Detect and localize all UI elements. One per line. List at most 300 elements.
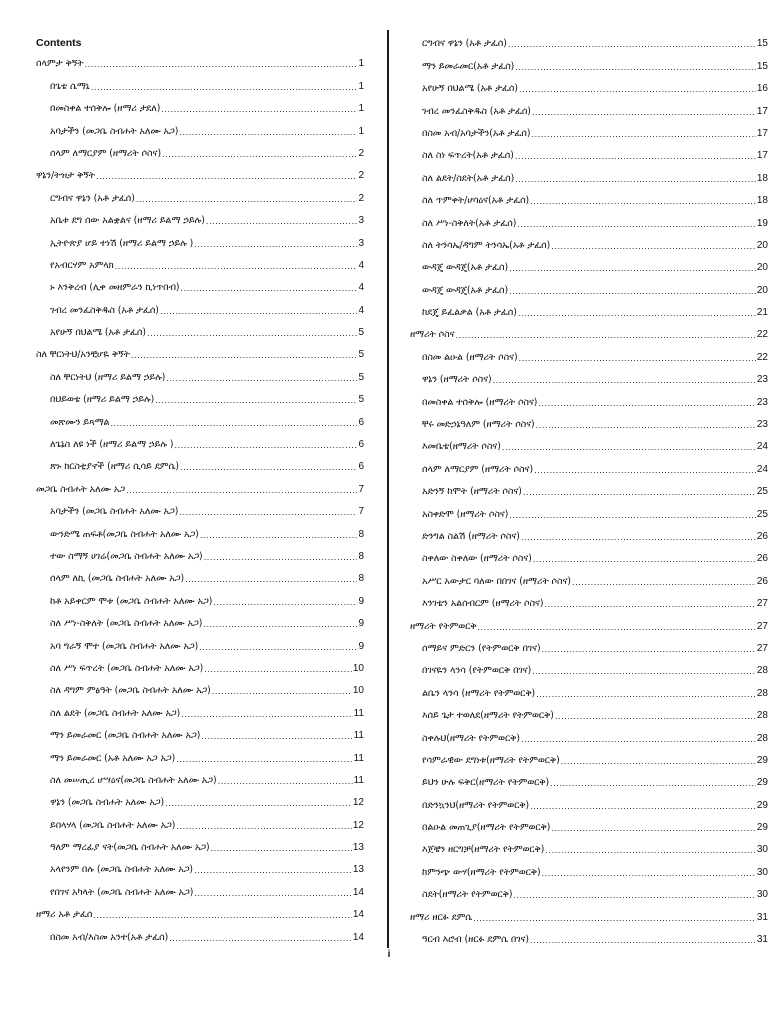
toc-entry[interactable] bbox=[410, 75, 768, 97]
toc-entry-title: እሰይ ጌታ ተወለደ(ዘማሪት የትምወርቅ) bbox=[422, 710, 554, 722]
toc-entry[interactable] bbox=[36, 117, 364, 139]
toc-entry-page: 11 bbox=[353, 752, 364, 764]
toc-entry-page: 26 bbox=[756, 553, 768, 565]
toc-entry[interactable] bbox=[36, 274, 364, 296]
toc-entry-title: ስለ ሥነ ፍጥረት (መጋቤ ስብሐት አለሙ አጋ) bbox=[50, 662, 204, 674]
toc-entry-title: የአብርሃም አምላክ bbox=[50, 259, 114, 271]
dot-leader bbox=[538, 397, 755, 409]
toc-entry-page: 24 bbox=[756, 441, 768, 453]
toc-entry[interactable] bbox=[410, 679, 768, 701]
dot-leader bbox=[126, 484, 357, 496]
dot-leader bbox=[536, 688, 756, 700]
toc-entry-page: 31 bbox=[756, 934, 768, 946]
toc-entry-page: 27 bbox=[756, 620, 768, 632]
dot-leader bbox=[517, 218, 756, 230]
dot-leader bbox=[518, 307, 756, 319]
dot-leader bbox=[131, 349, 357, 361]
dot-leader bbox=[493, 374, 756, 386]
toc-entry[interactable] bbox=[410, 52, 768, 74]
toc-entry-title: አባ ግራኝ ሞተ (መጋቤ ስብሐት አለሙ አጋ) bbox=[50, 640, 199, 652]
dot-leader bbox=[181, 282, 358, 294]
toc-entry-page: 17 bbox=[756, 150, 768, 162]
toc-entry-page: 26 bbox=[756, 530, 768, 542]
toc-entry-title: ዓርብ እሮብ (ዘርፉ ደምሴ በገና) bbox=[422, 934, 530, 946]
toc-entry[interactable] bbox=[410, 120, 768, 142]
dot-leader bbox=[179, 126, 357, 138]
toc-entry[interactable] bbox=[410, 590, 768, 612]
toc-entry-title: ውንድሜ ጠፍቶ(መጋቤ ስብሐት አለሙ አጋ) bbox=[50, 528, 199, 540]
toc-entry-title: ገብረ መንፈስቅዱስ (አቶ ታፈሰ) bbox=[422, 105, 531, 117]
dot-leader bbox=[550, 777, 756, 789]
toc-entry-page: 29 bbox=[756, 754, 768, 766]
toc-entry-page: 17 bbox=[756, 127, 768, 139]
column-divider bbox=[387, 30, 389, 948]
toc-entry-title: አስቀድሞ (ዘማሪት ሶስና) bbox=[422, 508, 509, 520]
toc-entry-page: 4 bbox=[358, 304, 364, 316]
toc-entry-title: ስደት(ዘማሪት የትምወርቅ) bbox=[422, 889, 513, 901]
toc-entry[interactable] bbox=[36, 856, 364, 878]
toc-entry-page: 30 bbox=[756, 866, 768, 878]
dot-leader bbox=[218, 775, 353, 787]
toc-heading: Contents bbox=[36, 37, 82, 49]
toc-entry[interactable] bbox=[36, 431, 364, 453]
toc-entry[interactable] bbox=[36, 923, 364, 945]
toc-entry-page: 13 bbox=[352, 864, 364, 876]
toc-section-entry[interactable] bbox=[410, 612, 768, 634]
toc-entry[interactable] bbox=[410, 836, 768, 858]
toc-entry[interactable] bbox=[36, 252, 364, 274]
toc-entry-title: ዘማሪ ዘርፉ ደምሴ bbox=[410, 911, 473, 923]
toc-entry-page: 4 bbox=[358, 259, 364, 271]
toc-entry-page: 19 bbox=[756, 217, 768, 229]
toc-entry-title: ለጌኔስ ለዩ ነች (ዘማሪ ይልማ ኃይሉ ) bbox=[50, 439, 174, 451]
dot-leader bbox=[180, 461, 357, 473]
toc-entry[interactable] bbox=[36, 453, 364, 475]
dot-leader bbox=[555, 710, 756, 722]
dot-leader bbox=[521, 733, 756, 745]
dot-leader bbox=[515, 150, 756, 162]
toc-entry[interactable] bbox=[36, 767, 364, 789]
dot-leader bbox=[201, 730, 352, 742]
dot-leader bbox=[544, 598, 755, 610]
toc-entry[interactable] bbox=[410, 187, 768, 209]
toc-entry[interactable] bbox=[410, 388, 768, 410]
toc-entry-page: 6 bbox=[358, 439, 364, 451]
toc-entry-page: 7 bbox=[358, 483, 364, 495]
dot-leader bbox=[532, 665, 756, 677]
toc-entry-page: 12 bbox=[352, 819, 364, 831]
toc-entry-page: 13 bbox=[352, 842, 364, 854]
toc-entry-page: 6 bbox=[358, 461, 364, 473]
dot-leader bbox=[176, 753, 352, 765]
dot-leader bbox=[456, 329, 756, 341]
dot-leader bbox=[473, 912, 756, 924]
toc-list-right bbox=[410, 30, 768, 948]
toc-entry[interactable] bbox=[36, 72, 364, 94]
dot-leader bbox=[519, 352, 756, 364]
toc-entry-page: 9 bbox=[358, 640, 364, 652]
toc-entry-title: አባታችን (መጋቤ ስብሐት አለሙ አጋ) bbox=[50, 506, 179, 518]
toc-entry[interactable] bbox=[410, 724, 768, 746]
toc-list-left bbox=[36, 50, 364, 946]
toc-entry-page: 8 bbox=[358, 528, 364, 540]
toc-entry-title: ርግብና ዋኔን (አቶ ታፈሰ) bbox=[50, 192, 135, 204]
toc-section-entry[interactable] bbox=[410, 903, 768, 925]
toc-entry-page: 8 bbox=[358, 573, 364, 585]
toc-entry-page: 21 bbox=[756, 307, 768, 319]
toc-entry-title: በልዑል መጠጊያ(ዘማሪት የትምወርቅ) bbox=[422, 822, 551, 834]
toc-entry-title: ዘማሪት የትምወርቅ bbox=[410, 620, 477, 632]
toc-entry-title: ስቀለው ስቀለው (ዘማሪት ሶስና) bbox=[422, 553, 532, 565]
dot-leader bbox=[204, 663, 352, 675]
toc-section-entry[interactable] bbox=[36, 475, 364, 497]
toc-entry-title: ማን ይመራመር(አቶ ታፈሰ) bbox=[422, 60, 515, 72]
toc-entry[interactable] bbox=[36, 655, 364, 677]
dot-leader bbox=[199, 641, 357, 653]
toc-entry[interactable] bbox=[36, 878, 364, 900]
dot-leader bbox=[561, 755, 756, 767]
toc-entry-title: ኑ እንቅረብ (ሊቀ መዘምራን ኪነጥበብ) bbox=[50, 282, 180, 294]
toc-entry-page: 31 bbox=[756, 911, 768, 923]
dot-leader bbox=[203, 618, 357, 630]
dot-leader bbox=[115, 260, 358, 272]
toc-entry[interactable] bbox=[36, 207, 364, 229]
toc-entry[interactable] bbox=[410, 142, 768, 164]
toc-entry-page: 11 bbox=[353, 707, 364, 719]
toc-entry[interactable] bbox=[410, 433, 768, 455]
toc-entry-title: ስቀሉህ(ዘማሪት የትምወርቅ) bbox=[422, 732, 520, 744]
toc-entry-page: 14 bbox=[352, 909, 364, 921]
toc-entry[interactable] bbox=[410, 747, 768, 769]
toc-entry-page: 8 bbox=[358, 550, 364, 562]
toc-entry-page: 23 bbox=[756, 396, 768, 408]
toc-entry-title: በመስቀል ተሰቅሎ (ዘማሪት ሶስና) bbox=[422, 396, 538, 408]
toc-entry-page: 30 bbox=[756, 844, 768, 856]
toc-entry-page: 22 bbox=[756, 329, 768, 341]
toc-section-entry[interactable] bbox=[36, 50, 364, 72]
toc-entry-page: 14 bbox=[352, 886, 364, 898]
toc-entry-page: 10 bbox=[352, 685, 364, 697]
toc-entry-title: ማን ይመራመር (አቶ አለሙ አጋ አጋ) bbox=[50, 752, 176, 764]
dot-leader bbox=[165, 797, 352, 809]
dot-leader bbox=[502, 441, 756, 453]
toc-entry-title: በድንኳንህ(ዘማሪት የትምወርቅ) bbox=[422, 799, 530, 811]
toc-entry-page: 3 bbox=[358, 237, 364, 249]
toc-entry-title: ተው ስማኝ ሀገሬ(መጋቤ ስብሐት አለሙ አጋ) bbox=[50, 550, 203, 562]
toc-entry-page: 25 bbox=[756, 508, 768, 520]
toc-entry[interactable] bbox=[410, 478, 768, 500]
toc-entry-page: 29 bbox=[756, 799, 768, 811]
toc-entry-title: በጌቴ ሴማኒ bbox=[50, 80, 90, 92]
toc-entry-title: በህይወቴ (ዘማሪ ይልማ ኃይሉ) bbox=[50, 394, 155, 406]
toc-entry-title: ስለ ቸርነትህ/አንቺሆዬ ቅኝት bbox=[36, 349, 130, 361]
dot-leader bbox=[85, 58, 358, 70]
toc-entry[interactable] bbox=[36, 699, 364, 721]
toc-entry-title: ስለ ዳግም ምፅዓት (መጋቤ ስብሐት አለሙ አጋ) bbox=[50, 685, 211, 697]
toc-column-left bbox=[36, 30, 364, 946]
toc-entry-page: 9 bbox=[358, 595, 364, 607]
dot-leader bbox=[185, 573, 357, 585]
toc-entry-page: 2 bbox=[358, 192, 364, 204]
toc-entry-page: 17 bbox=[756, 105, 768, 117]
toc-entry[interactable] bbox=[36, 587, 364, 609]
dot-leader bbox=[509, 285, 756, 297]
toc-entry-page: 3 bbox=[358, 215, 364, 227]
toc-entry[interactable] bbox=[410, 164, 768, 186]
toc-entry-title: እንገቴን አልሰብርም (ዘማሪት ሶስና) bbox=[422, 598, 544, 610]
dot-leader bbox=[162, 148, 357, 160]
toc-entry[interactable] bbox=[410, 411, 768, 433]
dot-leader bbox=[542, 867, 756, 879]
toc-entry[interactable] bbox=[36, 498, 364, 520]
toc-entry-page: 28 bbox=[756, 710, 768, 722]
toc-entry[interactable] bbox=[36, 296, 364, 318]
toc-entry[interactable] bbox=[36, 95, 364, 117]
toc-entry[interactable] bbox=[36, 319, 364, 341]
dot-leader bbox=[514, 889, 756, 901]
toc-entry[interactable] bbox=[36, 811, 364, 833]
dot-leader bbox=[509, 509, 756, 521]
toc-entry[interactable] bbox=[410, 209, 768, 231]
dot-leader bbox=[204, 551, 358, 563]
toc-entry-title: መጽሙን ይጻማል bbox=[50, 416, 110, 428]
dot-leader bbox=[509, 262, 756, 274]
dot-leader bbox=[110, 417, 357, 429]
toc-entry-page: 11 bbox=[353, 730, 364, 742]
toc-entry[interactable] bbox=[410, 343, 768, 365]
toc-entry-title: ስለ ልደት (መጋቤ ስብሐት አለሙ አጋ) bbox=[50, 707, 181, 719]
toc-entry-title: ስለ ጥምቀት/ሆሳዕና(አቶ ታፈሰ) bbox=[422, 195, 530, 207]
dot-leader bbox=[161, 103, 357, 115]
dot-leader bbox=[91, 81, 358, 93]
toc-entry-page: 11 bbox=[353, 774, 364, 786]
toc-entry[interactable] bbox=[36, 520, 364, 542]
toc-entry[interactable] bbox=[36, 184, 364, 206]
toc-entry[interactable] bbox=[36, 408, 364, 430]
dot-leader bbox=[530, 195, 756, 207]
toc-entry-page: 1 bbox=[358, 103, 364, 115]
toc-entry[interactable] bbox=[410, 254, 768, 276]
toc-entry-page: 28 bbox=[756, 665, 768, 677]
toc-entry-page: 5 bbox=[358, 394, 364, 406]
toc-entry-page: 24 bbox=[756, 463, 768, 475]
toc-entry-title: ይበላሃላ (መጋቤ ስብሐት አለሙ አጋ) bbox=[50, 819, 176, 831]
toc-entry-title: በስመ አብ/እስመ አንተ(አቶ ታፈሰ) bbox=[50, 931, 169, 943]
toc-entry-title: መጋቤ ስብሐት አለሙ አጋ bbox=[36, 483, 125, 495]
dot-leader bbox=[194, 887, 352, 899]
toc-entry-page: 20 bbox=[756, 284, 768, 296]
toc-entry[interactable] bbox=[410, 366, 768, 388]
dot-leader bbox=[160, 305, 358, 317]
dot-leader bbox=[551, 240, 756, 252]
dot-leader bbox=[211, 842, 352, 854]
toc-entry[interactable] bbox=[410, 299, 768, 321]
toc-entry[interactable] bbox=[410, 97, 768, 119]
toc-entry-page: 4 bbox=[358, 282, 364, 294]
toc-entry[interactable] bbox=[36, 677, 364, 699]
toc-entry-title: ውዳጄ ውዳጄ(አቶ ታፈሰ) bbox=[422, 284, 509, 296]
dot-leader bbox=[515, 173, 756, 185]
dot-leader bbox=[477, 621, 755, 633]
toc-entry[interactable] bbox=[36, 229, 364, 251]
toc-entry-title: ስለ ትንሳኤ/ዳግም ትንሳኤ(አቶ ታፈሰ) bbox=[422, 239, 551, 251]
dot-leader bbox=[508, 38, 756, 50]
toc-section-entry[interactable] bbox=[36, 341, 364, 363]
toc-entry[interactable] bbox=[410, 769, 768, 791]
toc-entry[interactable] bbox=[410, 545, 768, 567]
toc-entry-page: 27 bbox=[756, 598, 768, 610]
toc-entry-title: ስለ ሥነ-ስቅለት(አቶ ታፈሰ) bbox=[422, 217, 517, 229]
toc-section-entry[interactable] bbox=[410, 321, 768, 343]
toc-entry[interactable] bbox=[410, 702, 768, 724]
toc-entry[interactable] bbox=[410, 455, 768, 477]
toc-entry[interactable] bbox=[36, 722, 364, 744]
toc-entry[interactable] bbox=[410, 276, 768, 298]
toc-entry[interactable] bbox=[36, 744, 364, 766]
dot-leader bbox=[136, 193, 358, 205]
dot-leader bbox=[96, 170, 357, 182]
toc-section-entry[interactable] bbox=[36, 162, 364, 184]
toc-entry-title: ዘማሪት ሶስና bbox=[410, 329, 455, 341]
toc-entry-page: 14 bbox=[352, 931, 364, 943]
toc-entry-title: ዋኔን (ዘማሪት ሶስና) bbox=[422, 374, 492, 386]
toc-entry-title: ልቤን ላንሳ (ዘማሪት የትምወርቅ) bbox=[422, 687, 536, 699]
dot-leader bbox=[551, 822, 755, 834]
dot-leader bbox=[534, 464, 756, 476]
toc-entry-title: ዋኔን (መጋቤ ስብሐት አለሙ አጋ) bbox=[50, 797, 165, 809]
toc-entry[interactable] bbox=[36, 632, 364, 654]
toc-entry-page: 22 bbox=[756, 351, 768, 363]
toc-entry-page: 5 bbox=[358, 371, 364, 383]
toc-entry[interactable] bbox=[36, 834, 364, 856]
toc-entry[interactable] bbox=[410, 635, 768, 657]
toc-entry-title: አየሁኝ በህልሜ (አቶ ታፈሰ) bbox=[50, 327, 146, 339]
toc-entry-title: ቸሩ መድኃኔዓለም (ዘማሪት ሶስና) bbox=[422, 419, 535, 431]
dot-leader bbox=[169, 932, 352, 944]
toc-entry[interactable] bbox=[410, 814, 768, 836]
dot-leader bbox=[523, 486, 756, 498]
toc-entry-title: በስመ አብ/አባታችን(አቶ ታፈሰ) bbox=[422, 127, 531, 139]
toc-entry-title: በስመ ልዑል (ዘማሪት ሶስና) bbox=[422, 351, 518, 363]
toc-entry[interactable] bbox=[410, 858, 768, 880]
toc-entry-page: 7 bbox=[358, 506, 364, 518]
toc-entry[interactable] bbox=[410, 926, 768, 948]
toc-entry-title: በገናዬን ላንሳ (የትምወርቅ በገና) bbox=[422, 665, 532, 677]
toc-entry-title: ጽኑ ክርስቲያኖች (ዘማሪ ሲሳይ ደምሴ) bbox=[50, 461, 179, 473]
toc-entry-page: 20 bbox=[756, 262, 768, 274]
toc-entry-title: የሳምራዊው ደግነቱ(ዘማሪት የትምወርቅ) bbox=[422, 754, 560, 766]
dot-leader bbox=[533, 553, 756, 565]
toc-entry-page: 5 bbox=[358, 349, 364, 361]
toc-entry[interactable] bbox=[410, 232, 768, 254]
toc-entry-title: ስለ ቸርነትህ (ዘማሪ ይልማ ኃይሉ) bbox=[50, 371, 166, 383]
toc-entry[interactable] bbox=[36, 140, 364, 162]
toc-entry-page: 2 bbox=[358, 147, 364, 159]
toc-entry-page: 15 bbox=[756, 60, 768, 72]
dot-leader bbox=[206, 215, 358, 227]
toc-entry-page: 1 bbox=[358, 125, 364, 137]
toc-entry[interactable] bbox=[410, 30, 768, 52]
dot-leader bbox=[147, 327, 357, 339]
toc-entry-title: አባታችን (መጋቤ ስብሐት አለሙ አጋ) bbox=[50, 125, 179, 137]
toc-entry-page: 6 bbox=[358, 416, 364, 428]
dot-leader bbox=[194, 864, 352, 876]
toc-entry-title: ማን ይመራመር (መጋቤ ስብሐት አለሙ አጋ) bbox=[50, 730, 201, 742]
toc-entry-title: ውዳጄ ውዳጄ(አቶ ታፈሰ) bbox=[422, 262, 509, 274]
toc-entry-page: 23 bbox=[756, 419, 768, 431]
toc-section-entry[interactable] bbox=[36, 901, 364, 923]
toc-entry-title: ሰላም ለኪ (መጋቤ ስብሐት አለሙ አጋ) bbox=[50, 573, 185, 585]
toc-entry[interactable] bbox=[36, 610, 364, 632]
dot-leader bbox=[545, 844, 755, 856]
toc-entry-page: 29 bbox=[756, 822, 768, 834]
toc-entry-page: 25 bbox=[756, 486, 768, 498]
dot-leader bbox=[532, 106, 756, 118]
toc-entry-title: ዘማሪ አቶ ታፈሰ bbox=[36, 909, 93, 921]
toc-entry[interactable] bbox=[410, 791, 768, 813]
toc-entry-title: ሰላምታ ቅኝት bbox=[36, 58, 84, 70]
toc-entry[interactable] bbox=[36, 789, 364, 811]
dot-leader bbox=[515, 61, 756, 73]
toc-entry-title: በመስቀል ተሰቅሎ (ዘማሪ ታደለ) bbox=[50, 103, 161, 115]
toc-entry[interactable] bbox=[410, 567, 768, 589]
toc-entry-page: 28 bbox=[756, 732, 768, 744]
toc-entry-page: 16 bbox=[756, 83, 768, 95]
toc-entry-title: ሰላም ለማርያም (ዘማሪት ሶስና) bbox=[422, 463, 534, 475]
toc-entry[interactable] bbox=[410, 523, 768, 545]
toc-entry-title: ድንግል ስልሽ (ዘማሪት ሶስና) bbox=[422, 530, 520, 542]
toc-entry[interactable] bbox=[36, 386, 364, 408]
toc-entry-title: ስለ ልደት/ስደት(አቶ ታፈሰ) bbox=[422, 172, 515, 184]
toc-entry-page: 5 bbox=[358, 327, 364, 339]
toc-entry-page: 26 bbox=[756, 575, 768, 587]
toc-entry-page: 27 bbox=[756, 642, 768, 654]
toc-entry[interactable] bbox=[410, 657, 768, 679]
dot-leader bbox=[536, 419, 756, 431]
dot-leader bbox=[212, 685, 352, 697]
toc-entry-page: 18 bbox=[756, 195, 768, 207]
toc-entry-title: አሥር አውታር ባለው በበገና (ዘማሪት ሶስና) bbox=[422, 575, 572, 587]
toc-entry-title: ርግብና ዋኔን (አቶ ታፈሰ) bbox=[422, 38, 507, 50]
toc-entry-title: ከደጄ ይፈልቃል (አቶ ታፈሰ) bbox=[422, 307, 517, 319]
toc-entry-page: 10 bbox=[352, 662, 364, 674]
dot-leader bbox=[530, 800, 756, 812]
toc-entry-page: 12 bbox=[352, 797, 364, 809]
toc-entry-page: 9 bbox=[358, 618, 364, 630]
toc-entry[interactable] bbox=[410, 500, 768, 522]
toc-entry-page: 28 bbox=[756, 687, 768, 699]
toc-entry[interactable] bbox=[36, 565, 364, 587]
dot-leader bbox=[194, 238, 357, 250]
toc-entry-title: ሰማይና ምድርን (የትምወርቅ በገና) bbox=[422, 642, 541, 654]
dot-leader bbox=[166, 372, 357, 384]
toc-entry-title: አቤቱ ደግ ሰው አልቋልና (ዘማሪ ይልማ ኃይሉ) bbox=[50, 215, 205, 227]
toc-entry-page: 1 bbox=[358, 58, 364, 70]
dot-leader bbox=[155, 394, 357, 406]
toc-entry-title: የበገና አካላት (መጋቤ ስብሐት አለሙ አጋ) bbox=[50, 886, 194, 898]
toc-entry[interactable] bbox=[410, 881, 768, 903]
toc-entry[interactable] bbox=[36, 363, 364, 385]
toc-entry-page: 20 bbox=[756, 239, 768, 251]
toc-entry-page: 30 bbox=[756, 889, 768, 901]
toc-entry-title: አድንኝ ከሞት (ዘማሪት ሶስና) bbox=[422, 486, 522, 498]
toc-entry-title: ከቶ አይቀርም ሞቱ (መጋቤ ስብሐት አለሙ አጋ) bbox=[50, 595, 213, 607]
toc-entry-title: እጀቼን ዘርግቻ(ዘማሪት የትምወርቅ) bbox=[422, 844, 545, 856]
toc-entry[interactable] bbox=[36, 543, 364, 565]
toc-entry-page: 1 bbox=[358, 80, 364, 92]
toc-entry-title: ስለ ሥነ-ስቅለት (መጋቤ ስብሐት አለሙ አጋ) bbox=[50, 618, 203, 630]
toc-entry-title: ኢትዮጵያ ሆይ ተነሽ (ዘማሪ ይልማ ኃይሉ ) bbox=[50, 237, 194, 249]
